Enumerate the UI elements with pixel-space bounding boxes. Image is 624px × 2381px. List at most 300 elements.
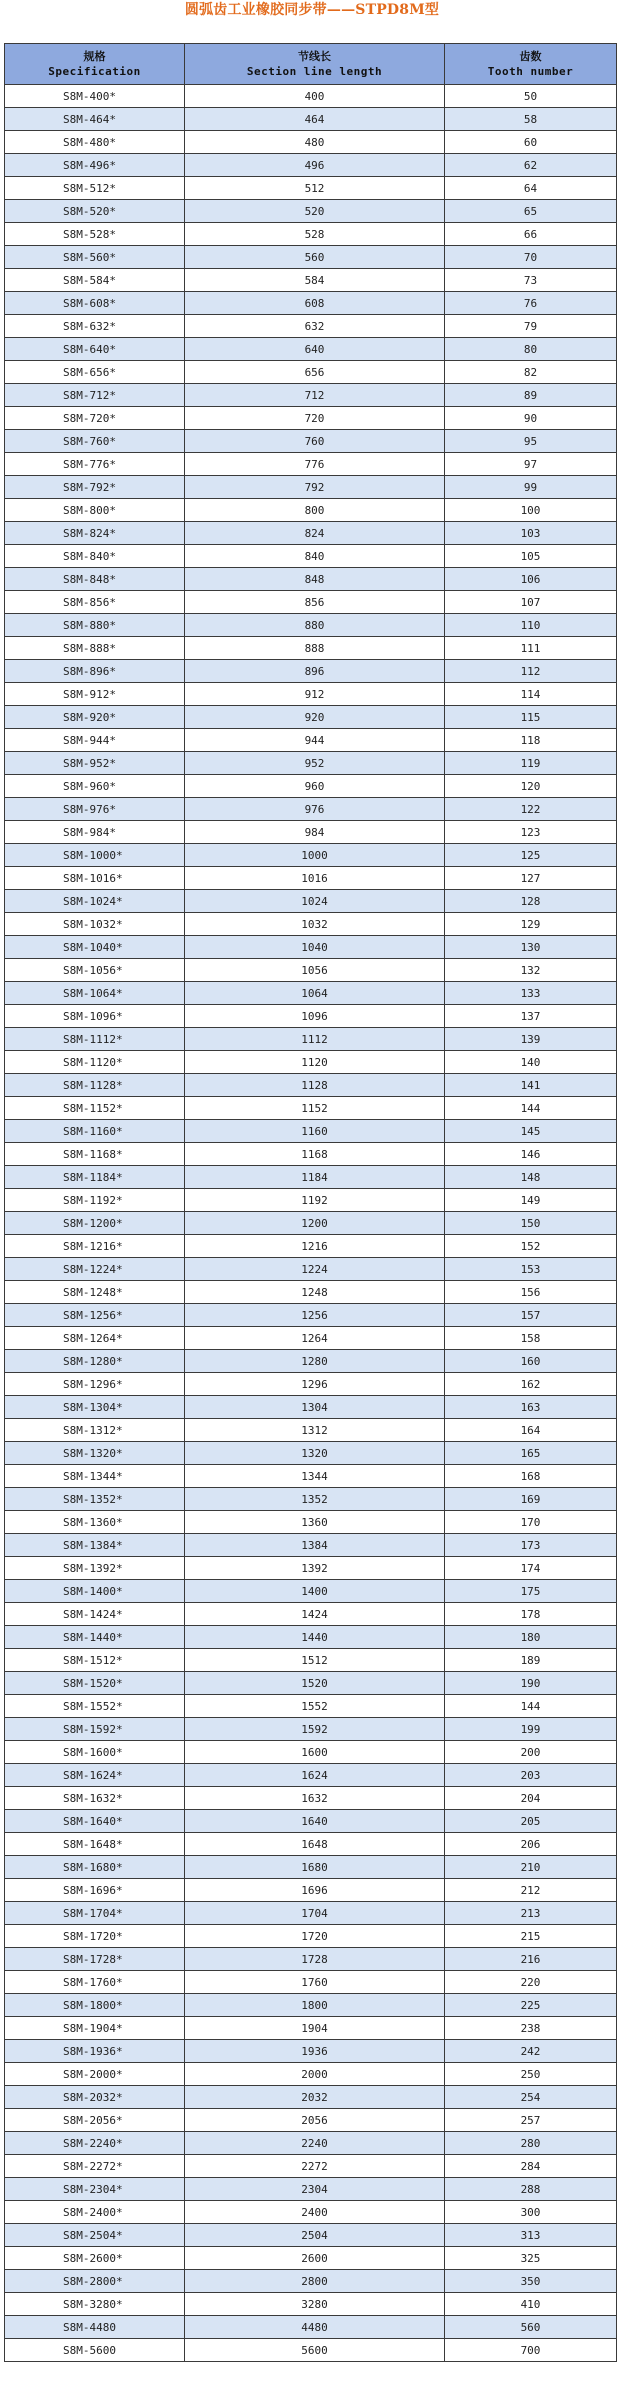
cell-section-line-length: 1384 xyxy=(185,1534,445,1557)
table-row xyxy=(5,1764,617,1787)
cell-specification: S8M-1800* xyxy=(5,1994,185,2017)
table-row xyxy=(5,1419,617,1442)
cell-tooth-number: 156 xyxy=(445,1281,617,1304)
cell-specification: S8M-2240* xyxy=(5,2132,185,2155)
table-row xyxy=(5,292,617,315)
cell-tooth-number: 157 xyxy=(445,1304,617,1327)
table-row xyxy=(5,1028,617,1051)
cell-section-line-length: 1440 xyxy=(185,1626,445,1649)
cell-section-line-length: 960 xyxy=(185,775,445,798)
cell-section-line-length: 1128 xyxy=(185,1074,445,1097)
cell-tooth-number: 180 xyxy=(445,1626,617,1649)
table-row xyxy=(5,2201,617,2224)
cell-tooth-number: 111 xyxy=(445,637,617,660)
cell-section-line-length: 2304 xyxy=(185,2178,445,2201)
cell-tooth-number: 189 xyxy=(445,1649,617,1672)
table-row xyxy=(5,1787,617,1810)
cell-tooth-number: 120 xyxy=(445,775,617,798)
cell-specification: S8M-776* xyxy=(5,453,185,476)
cell-section-line-length: 1312 xyxy=(185,1419,445,1442)
cell-section-line-length: 1936 xyxy=(185,2040,445,2063)
cell-specification: S8M-912* xyxy=(5,683,185,706)
cell-section-line-length: 1016 xyxy=(185,867,445,890)
cell-tooth-number: 79 xyxy=(445,315,617,338)
cell-section-line-length: 1632 xyxy=(185,1787,445,1810)
cell-specification: S8M-1384* xyxy=(5,1534,185,1557)
cell-specification: S8M-944* xyxy=(5,729,185,752)
cell-specification: S8M-1440* xyxy=(5,1626,185,1649)
cell-section-line-length: 920 xyxy=(185,706,445,729)
cell-specification: S8M-1312* xyxy=(5,1419,185,1442)
cell-section-line-length: 464 xyxy=(185,108,445,131)
cell-specification: S8M-1360* xyxy=(5,1511,185,1534)
cell-section-line-length: 1320 xyxy=(185,1442,445,1465)
cell-tooth-number: 169 xyxy=(445,1488,617,1511)
cell-section-line-length: 480 xyxy=(185,131,445,154)
cell-tooth-number: 190 xyxy=(445,1672,617,1695)
table-row xyxy=(5,637,617,660)
cell-specification: S8M-1128* xyxy=(5,1074,185,1097)
table-row xyxy=(5,798,617,821)
spec-table xyxy=(4,43,617,2362)
cell-specification: S8M-1256* xyxy=(5,1304,185,1327)
cell-section-line-length: 1120 xyxy=(185,1051,445,1074)
cell-tooth-number: 118 xyxy=(445,729,617,752)
table-body xyxy=(5,85,617,2362)
header-tooth-en: Tooth number xyxy=(487,65,574,78)
cell-specification: S8M-2304* xyxy=(5,2178,185,2201)
table-row xyxy=(5,85,617,108)
table-row xyxy=(5,1534,617,1557)
cell-section-line-length: 2600 xyxy=(185,2247,445,2270)
cell-specification: S8M-632* xyxy=(5,315,185,338)
cell-specification: S8M-848* xyxy=(5,568,185,591)
cell-section-line-length: 1280 xyxy=(185,1350,445,1373)
cell-specification: S8M-1024* xyxy=(5,890,185,913)
table-row xyxy=(5,223,617,246)
cell-specification: S8M-880* xyxy=(5,614,185,637)
cell-specification: S8M-528* xyxy=(5,223,185,246)
cell-specification: S8M-1096* xyxy=(5,1005,185,1028)
cell-tooth-number: 145 xyxy=(445,1120,617,1143)
cell-tooth-number: 213 xyxy=(445,1902,617,1925)
cell-specification: S8M-960* xyxy=(5,775,185,798)
cell-tooth-number: 212 xyxy=(445,1879,617,1902)
cell-section-line-length: 1264 xyxy=(185,1327,445,1350)
cell-tooth-number: 89 xyxy=(445,384,617,407)
cell-specification: S8M-1280* xyxy=(5,1350,185,1373)
cell-section-line-length: 3280 xyxy=(185,2293,445,2316)
cell-specification: S8M-1320* xyxy=(5,1442,185,1465)
cell-section-line-length: 632 xyxy=(185,315,445,338)
cell-section-line-length: 1248 xyxy=(185,1281,445,1304)
cell-section-line-length: 1200 xyxy=(185,1212,445,1235)
table-row xyxy=(5,1166,617,1189)
cell-specification: S8M-824* xyxy=(5,522,185,545)
cell-section-line-length: 776 xyxy=(185,453,445,476)
cell-section-line-length: 584 xyxy=(185,269,445,292)
cell-specification: S8M-1632* xyxy=(5,1787,185,1810)
table-row xyxy=(5,1879,617,1902)
cell-specification: S8M-1056* xyxy=(5,959,185,982)
cell-specification: S8M-920* xyxy=(5,706,185,729)
cell-tooth-number: 114 xyxy=(445,683,617,706)
cell-section-line-length: 1216 xyxy=(185,1235,445,1258)
cell-tooth-number: 99 xyxy=(445,476,617,499)
table-row xyxy=(5,1212,617,1235)
cell-specification: S8M-1064* xyxy=(5,982,185,1005)
cell-section-line-length: 496 xyxy=(185,154,445,177)
cell-tooth-number: 175 xyxy=(445,1580,617,1603)
table-row xyxy=(5,1649,617,1672)
cell-tooth-number: 257 xyxy=(445,2109,617,2132)
cell-section-line-length: 984 xyxy=(185,821,445,844)
table-row xyxy=(5,936,617,959)
cell-section-line-length: 880 xyxy=(185,614,445,637)
table-row xyxy=(5,1994,617,2017)
cell-tooth-number: 82 xyxy=(445,361,617,384)
cell-specification: S8M-1152* xyxy=(5,1097,185,1120)
cell-specification: S8M-640* xyxy=(5,338,185,361)
table-row xyxy=(5,614,617,637)
cell-tooth-number: 200 xyxy=(445,1741,617,1764)
table-row xyxy=(5,1603,617,1626)
cell-section-line-length: 2272 xyxy=(185,2155,445,2178)
cell-tooth-number: 204 xyxy=(445,1787,617,1810)
cell-section-line-length: 712 xyxy=(185,384,445,407)
table-row xyxy=(5,1373,617,1396)
cell-tooth-number: 115 xyxy=(445,706,617,729)
cell-specification: S8M-800* xyxy=(5,499,185,522)
cell-specification: S8M-2504* xyxy=(5,2224,185,2247)
table-row xyxy=(5,1948,617,1971)
cell-specification: S8M-1168* xyxy=(5,1143,185,1166)
table-row xyxy=(5,384,617,407)
cell-section-line-length: 520 xyxy=(185,200,445,223)
cell-tooth-number: 128 xyxy=(445,890,617,913)
cell-section-line-length: 2056 xyxy=(185,2109,445,2132)
cell-tooth-number: 64 xyxy=(445,177,617,200)
cell-tooth-number: 125 xyxy=(445,844,617,867)
cell-specification: S8M-520* xyxy=(5,200,185,223)
cell-specification: S8M-1936* xyxy=(5,2040,185,2063)
cell-tooth-number: 174 xyxy=(445,1557,617,1580)
cell-specification: S8M-1352* xyxy=(5,1488,185,1511)
cell-specification: S8M-1032* xyxy=(5,913,185,936)
cell-tooth-number: 76 xyxy=(445,292,617,315)
cell-tooth-number: 173 xyxy=(445,1534,617,1557)
table-row xyxy=(5,453,617,476)
table-row xyxy=(5,1304,617,1327)
cell-section-line-length: 1064 xyxy=(185,982,445,1005)
cell-tooth-number: 73 xyxy=(445,269,617,292)
cell-tooth-number: 350 xyxy=(445,2270,617,2293)
table-row xyxy=(5,729,617,752)
table-row xyxy=(5,591,617,614)
cell-section-line-length: 1512 xyxy=(185,1649,445,1672)
cell-tooth-number: 107 xyxy=(445,591,617,614)
table-row xyxy=(5,2178,617,2201)
cell-tooth-number: 206 xyxy=(445,1833,617,1856)
cell-specification: S8M-1392* xyxy=(5,1557,185,1580)
cell-section-line-length: 896 xyxy=(185,660,445,683)
table-row xyxy=(5,1074,617,1097)
cell-section-line-length: 800 xyxy=(185,499,445,522)
cell-tooth-number: 65 xyxy=(445,200,617,223)
table-row xyxy=(5,1741,617,1764)
cell-tooth-number: 150 xyxy=(445,1212,617,1235)
cell-tooth-number: 215 xyxy=(445,1925,617,1948)
cell-section-line-length: 528 xyxy=(185,223,445,246)
header-specification-en: Specification xyxy=(48,65,141,78)
cell-section-line-length: 1520 xyxy=(185,1672,445,1695)
cell-specification: S8M-1680* xyxy=(5,1856,185,1879)
table-row xyxy=(5,706,617,729)
table-row xyxy=(5,1695,617,1718)
cell-tooth-number: 139 xyxy=(445,1028,617,1051)
cell-section-line-length: 1760 xyxy=(185,1971,445,1994)
cell-specification: S8M-1400* xyxy=(5,1580,185,1603)
table-row xyxy=(5,913,617,936)
table-row xyxy=(5,269,617,292)
header-specification-cn: 规格 xyxy=(83,50,106,63)
cell-specification: S8M-1160* xyxy=(5,1120,185,1143)
cell-specification: S8M-976* xyxy=(5,798,185,821)
cell-section-line-length: 1904 xyxy=(185,2017,445,2040)
cell-specification: S8M-888* xyxy=(5,637,185,660)
cell-section-line-length: 1304 xyxy=(185,1396,445,1419)
table-row xyxy=(5,1327,617,1350)
cell-tooth-number: 280 xyxy=(445,2132,617,2155)
cell-tooth-number: 300 xyxy=(445,2201,617,2224)
page-title: 圆弧齿工业橡胶同步带——STPD8M型 xyxy=(184,2,440,18)
cell-specification: S8M-1624* xyxy=(5,1764,185,1787)
cell-specification: S8M-1224* xyxy=(5,1258,185,1281)
table-row xyxy=(5,2017,617,2040)
table-row xyxy=(5,2247,617,2270)
table-row xyxy=(5,1833,617,1856)
cell-tooth-number: 95 xyxy=(445,430,617,453)
cell-tooth-number: 122 xyxy=(445,798,617,821)
cell-tooth-number: 149 xyxy=(445,1189,617,1212)
table-row xyxy=(5,2339,617,2362)
cell-specification: S8M-792* xyxy=(5,476,185,499)
cell-specification: S8M-1344* xyxy=(5,1465,185,1488)
cell-section-line-length: 5600 xyxy=(185,2339,445,2362)
cell-section-line-length: 1592 xyxy=(185,1718,445,1741)
cell-tooth-number: 254 xyxy=(445,2086,617,2109)
cell-specification: S8M-1424* xyxy=(5,1603,185,1626)
table-row xyxy=(5,1557,617,1580)
cell-specification: S8M-480* xyxy=(5,131,185,154)
cell-section-line-length: 848 xyxy=(185,568,445,591)
table-row xyxy=(5,1810,617,1833)
cell-section-line-length: 1624 xyxy=(185,1764,445,1787)
cell-tooth-number: 50 xyxy=(445,85,617,108)
cell-tooth-number: 144 xyxy=(445,1695,617,1718)
cell-specification: S8M-760* xyxy=(5,430,185,453)
cell-specification: S8M-2056* xyxy=(5,2109,185,2132)
cell-tooth-number: 220 xyxy=(445,1971,617,1994)
cell-section-line-length: 944 xyxy=(185,729,445,752)
table-row xyxy=(5,2086,617,2109)
cell-tooth-number: 313 xyxy=(445,2224,617,2247)
cell-specification: S8M-464* xyxy=(5,108,185,131)
cell-section-line-length: 976 xyxy=(185,798,445,821)
cell-section-line-length: 640 xyxy=(185,338,445,361)
table-row xyxy=(5,1143,617,1166)
cell-section-line-length: 792 xyxy=(185,476,445,499)
cell-tooth-number: 700 xyxy=(445,2339,617,2362)
table-row xyxy=(5,2109,617,2132)
table-row xyxy=(5,2132,617,2155)
cell-tooth-number: 141 xyxy=(445,1074,617,1097)
table-row xyxy=(5,683,617,706)
header-tooth-number xyxy=(445,44,617,85)
table-row xyxy=(5,1925,617,1948)
cell-specification: S8M-1904* xyxy=(5,2017,185,2040)
table-row xyxy=(5,2063,617,2086)
cell-specification: S8M-1640* xyxy=(5,1810,185,1833)
cell-section-line-length: 1352 xyxy=(185,1488,445,1511)
cell-section-line-length: 840 xyxy=(185,545,445,568)
cell-section-line-length: 4480 xyxy=(185,2316,445,2339)
table-row xyxy=(5,407,617,430)
table-row xyxy=(5,131,617,154)
cell-tooth-number: 158 xyxy=(445,1327,617,1350)
cell-specification: S8M-2032* xyxy=(5,2086,185,2109)
cell-specification: S8M-1216* xyxy=(5,1235,185,1258)
cell-section-line-length: 1552 xyxy=(185,1695,445,1718)
cell-specification: S8M-1552* xyxy=(5,1695,185,1718)
cell-tooth-number: 560 xyxy=(445,2316,617,2339)
header-length-en: Section line length xyxy=(246,65,383,78)
cell-section-line-length: 656 xyxy=(185,361,445,384)
cell-specification: S8M-1248* xyxy=(5,1281,185,1304)
cell-section-line-length: 2000 xyxy=(185,2063,445,2086)
cell-specification: S8M-1200* xyxy=(5,1212,185,1235)
cell-section-line-length: 888 xyxy=(185,637,445,660)
cell-section-line-length: 1728 xyxy=(185,1948,445,1971)
cell-specification: S8M-896* xyxy=(5,660,185,683)
cell-section-line-length: 720 xyxy=(185,407,445,430)
table-row xyxy=(5,1626,617,1649)
cell-section-line-length: 1680 xyxy=(185,1856,445,1879)
cell-tooth-number: 58 xyxy=(445,108,617,131)
cell-section-line-length: 1024 xyxy=(185,890,445,913)
header-section-line-length xyxy=(185,44,445,85)
cell-tooth-number: 178 xyxy=(445,1603,617,1626)
cell-section-line-length: 1800 xyxy=(185,1994,445,2017)
cell-specification: S8M-1760* xyxy=(5,1971,185,1994)
cell-specification: S8M-1184* xyxy=(5,1166,185,1189)
cell-section-line-length: 824 xyxy=(185,522,445,545)
cell-tooth-number: 199 xyxy=(445,1718,617,1741)
cell-section-line-length: 2800 xyxy=(185,2270,445,2293)
cell-tooth-number: 163 xyxy=(445,1396,617,1419)
cell-specification: S8M-2600* xyxy=(5,2247,185,2270)
cell-specification: S8M-1720* xyxy=(5,1925,185,1948)
cell-tooth-number: 210 xyxy=(445,1856,617,1879)
cell-section-line-length: 512 xyxy=(185,177,445,200)
table-row xyxy=(5,1672,617,1695)
table-row xyxy=(5,1718,617,1741)
cell-tooth-number: 164 xyxy=(445,1419,617,1442)
cell-tooth-number: 127 xyxy=(445,867,617,890)
cell-specification: S8M-1728* xyxy=(5,1948,185,1971)
table-row xyxy=(5,1856,617,1879)
cell-section-line-length: 1344 xyxy=(185,1465,445,1488)
cell-section-line-length: 560 xyxy=(185,246,445,269)
cell-section-line-length: 1168 xyxy=(185,1143,445,1166)
table-row xyxy=(5,1396,617,1419)
cell-section-line-length: 1000 xyxy=(185,844,445,867)
table-row xyxy=(5,1005,617,1028)
table-row xyxy=(5,1902,617,1925)
cell-section-line-length: 1360 xyxy=(185,1511,445,1534)
cell-specification: S8M-1696* xyxy=(5,1879,185,1902)
cell-specification: S8M-560* xyxy=(5,246,185,269)
table-row xyxy=(5,1971,617,1994)
cell-specification: S8M-984* xyxy=(5,821,185,844)
cell-tooth-number: 162 xyxy=(445,1373,617,1396)
cell-tooth-number: 160 xyxy=(445,1350,617,1373)
cell-specification: S8M-400* xyxy=(5,85,185,108)
cell-section-line-length: 1696 xyxy=(185,1879,445,1902)
table-row xyxy=(5,545,617,568)
table-row xyxy=(5,315,617,338)
cell-section-line-length: 1392 xyxy=(185,1557,445,1580)
cell-section-line-length: 1600 xyxy=(185,1741,445,1764)
cell-tooth-number: 410 xyxy=(445,2293,617,2316)
cell-tooth-number: 225 xyxy=(445,1994,617,2017)
cell-tooth-number: 130 xyxy=(445,936,617,959)
cell-tooth-number: 133 xyxy=(445,982,617,1005)
table-row xyxy=(5,775,617,798)
cell-specification: S8M-1592* xyxy=(5,1718,185,1741)
cell-tooth-number: 288 xyxy=(445,2178,617,2201)
cell-tooth-number: 325 xyxy=(445,2247,617,2270)
cell-section-line-length: 2240 xyxy=(185,2132,445,2155)
cell-tooth-number: 216 xyxy=(445,1948,617,1971)
cell-section-line-length: 1192 xyxy=(185,1189,445,1212)
cell-tooth-number: 168 xyxy=(445,1465,617,1488)
cell-tooth-number: 100 xyxy=(445,499,617,522)
cell-tooth-number: 123 xyxy=(445,821,617,844)
cell-specification: S8M-496* xyxy=(5,154,185,177)
cell-specification: S8M-1304* xyxy=(5,1396,185,1419)
cell-specification: S8M-1648* xyxy=(5,1833,185,1856)
cell-section-line-length: 1112 xyxy=(185,1028,445,1051)
cell-specification: S8M-1016* xyxy=(5,867,185,890)
cell-section-line-length: 856 xyxy=(185,591,445,614)
cell-tooth-number: 165 xyxy=(445,1442,617,1465)
cell-specification: S8M-720* xyxy=(5,407,185,430)
cell-tooth-number: 238 xyxy=(445,2017,617,2040)
cell-section-line-length: 2032 xyxy=(185,2086,445,2109)
cell-tooth-number: 119 xyxy=(445,752,617,775)
table-row xyxy=(5,2224,617,2247)
table-row xyxy=(5,1189,617,1212)
cell-section-line-length: 1296 xyxy=(185,1373,445,1396)
cell-section-line-length: 1056 xyxy=(185,959,445,982)
cell-tooth-number: 205 xyxy=(445,1810,617,1833)
table-row xyxy=(5,1258,617,1281)
cell-tooth-number: 110 xyxy=(445,614,617,637)
cell-tooth-number: 203 xyxy=(445,1764,617,1787)
table-row xyxy=(5,154,617,177)
cell-section-line-length: 400 xyxy=(185,85,445,108)
